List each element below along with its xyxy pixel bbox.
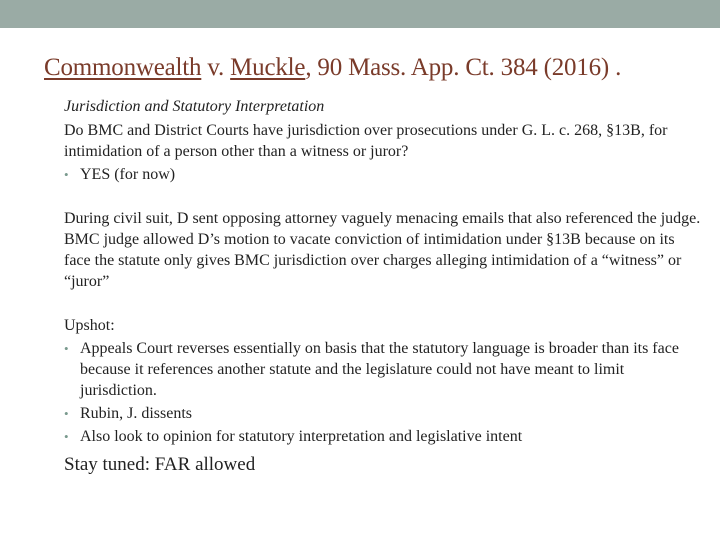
facts-paragraph: During civil suit, D sent opposing attorney vaguely menacing emails that also referenced the judge. BMC judge allowed D’s motion to vacate conviction of intimidation under §13B because on its face the statute only gives BMC jurisdiction over charges alleging intimidation of a “witness” or “juror” [64,210,701,290]
closing-note: Stay tuned: FAR allowed [64,454,256,475]
upshot-label: Upshot: [64,317,115,334]
bullet-dot-icon: • [64,341,69,356]
answer-bullet [64,164,704,185]
case-citation: , 90 Mass. App. Ct. 384 (2016) . [305,54,622,81]
section-subheading: Jurisdiction and Statutory Interpretation [64,98,325,115]
case-defendant-link[interactable]: Muckle [230,54,306,81]
bullet-dot-icon: • [64,429,69,444]
upshot-bullet [64,403,704,424]
case-plaintiff-link[interactable]: Commonwealth [44,54,202,81]
spacer [64,292,704,315]
upshot-bullet-text: Also look to opinion for statutory interpretation and legislative intent [80,428,523,445]
upshot-bullet-text: Rubin, J. dissents [80,405,193,422]
top-accent-bar [0,0,720,28]
slide-body [64,96,704,475]
slide-title [44,54,621,82]
title-separator: v. [201,54,231,81]
upshot-bullet [64,426,704,447]
answer-text: YES (for now) [80,166,176,183]
upshot-bullet-text: Appeals Court reverses essentially on basis that the statutory language is broader than its face because it references another statute and the legislature could not have meant to limit jurisdiction. [80,340,679,399]
upshot-bullet [64,338,704,401]
spacer [64,185,704,208]
bullet-dot-icon: • [64,167,69,182]
bullet-dot-icon: • [64,406,69,421]
question-paragraph: Do BMC and District Courts have jurisdiction over prosecutions under G. L. c. 268, §13B, for intimidation of a person other than a witness or juror? [64,122,668,160]
